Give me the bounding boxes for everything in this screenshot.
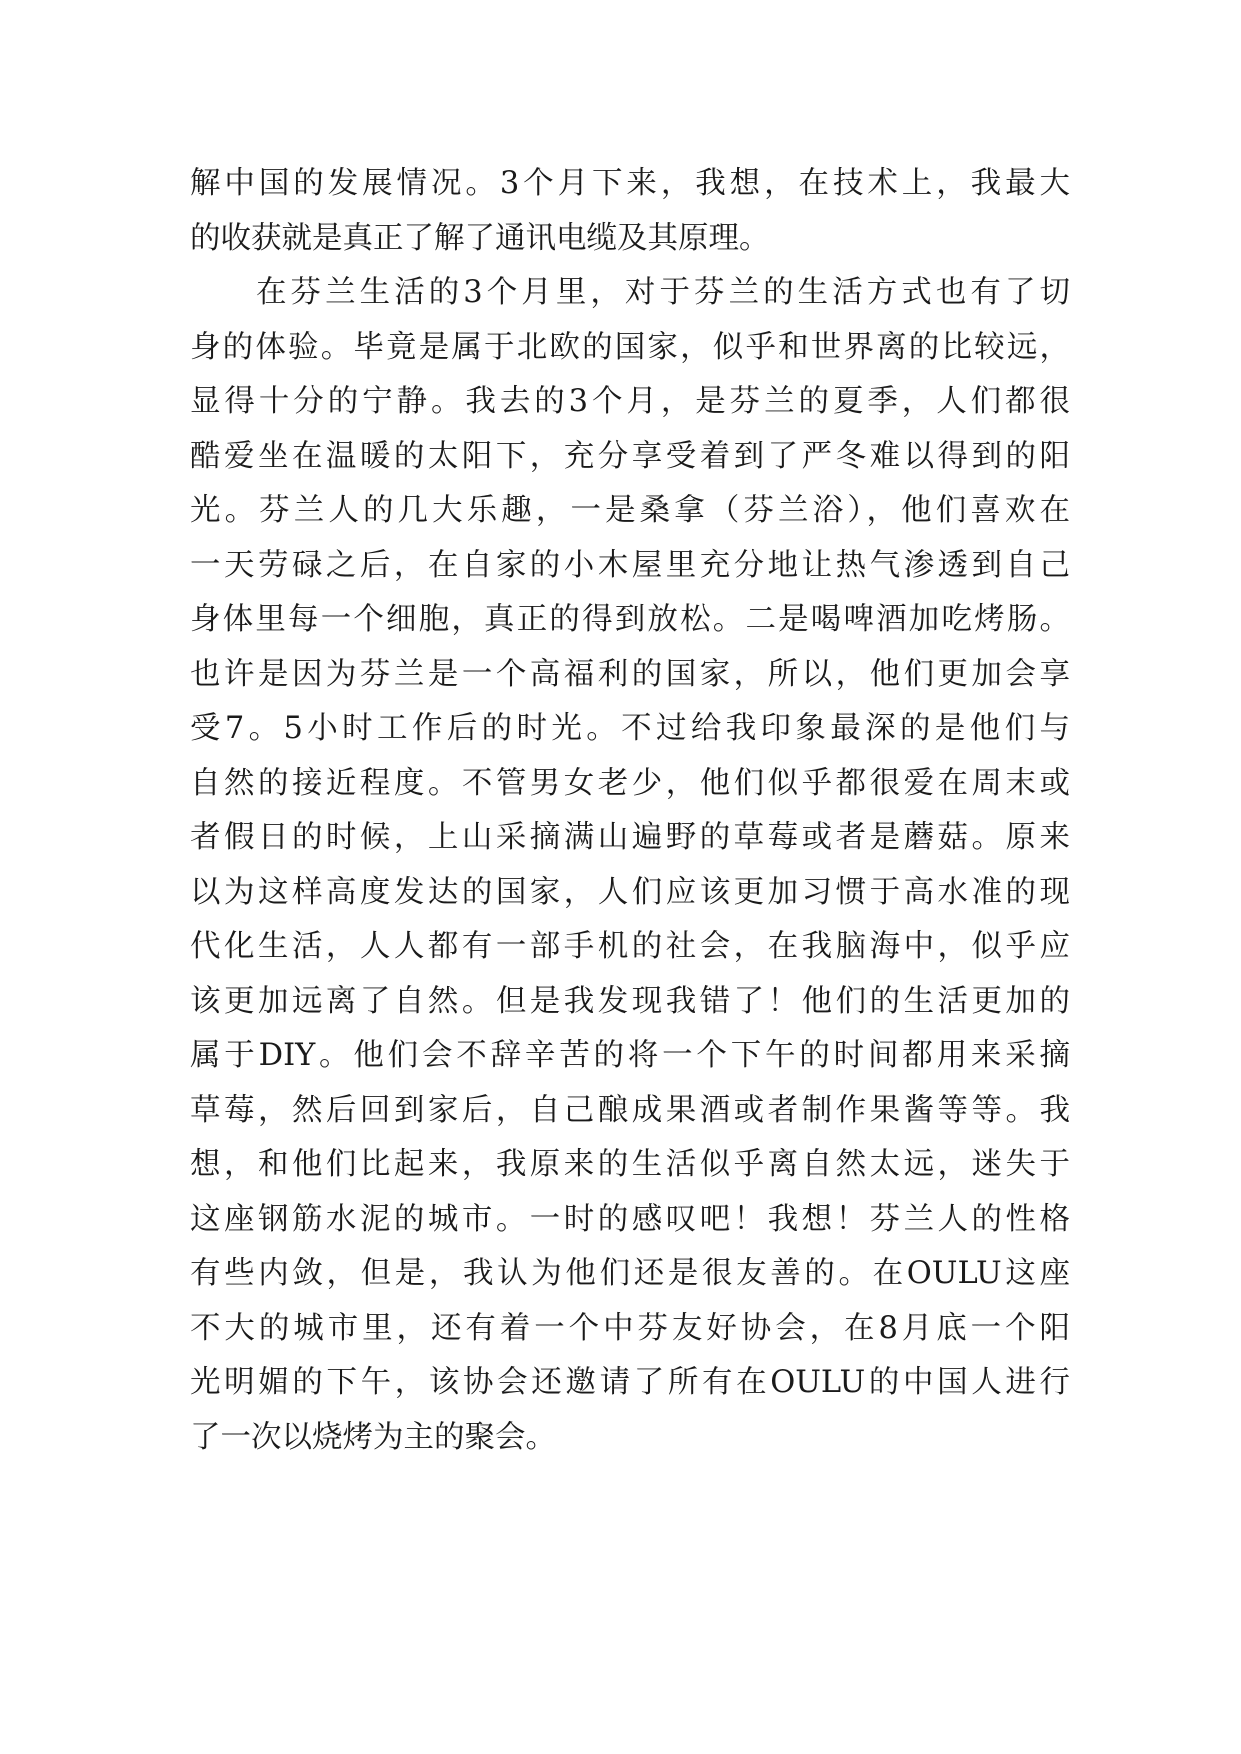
text-line: 解中国的发展情况。3个月下来，我想，在技术上，我最大 <box>190 166 1070 201</box>
text-line: 自然的接近程度。不管男女老少，他们似乎都很爱在周末或 <box>190 765 1070 801</box>
text-line: 显得十分的宁静。我去的3个月，是芬兰的夏季，人们都很 <box>190 384 1070 419</box>
text-line: 了一次以烧烤为主的聚会。 <box>190 1419 556 1455</box>
text-line: 身的体验。毕竟是属于北欧的国家，似乎和世界离的比较远， <box>190 329 1070 365</box>
text-line: 一天劳碌之后，在自家的小木屋里充分地让热气渗透到自己 <box>190 547 1070 583</box>
text-line: 受7。5小时工作后的时光。不过给我印象最深的是他们与 <box>190 711 1070 746</box>
text-line: 以为这样高度发达的国家，人们应该更加习惯于高水准的现 <box>190 874 1070 910</box>
text-line: 者假日的时候，上山采摘满山遍野的草莓或者是蘑菇。原来 <box>190 820 1070 855</box>
body-text <box>190 157 1070 1465</box>
text-line: 属于DIY。他们会不辞辛苦的将一个下午的时间都用来采摘 <box>190 1038 1070 1073</box>
text-line: 这座钢筋水泥的城市。一时的感叹吧！我想！芬兰人的性格 <box>190 1201 1070 1237</box>
paragraph-first-line: 在芬兰生活的3个月里，对于芬兰的生活方式也有了切 <box>256 275 1070 310</box>
text-line: 的收获就是真正了解了通讯电缆及其原理。 <box>190 220 770 256</box>
text-line: 代化生活，人人都有一部手机的社会，在我脑海中，似乎应 <box>190 929 1070 964</box>
text-line: 身体里每一个细胞，真正的得到放松。二是喝啤酒加吃烤肠。 <box>190 602 1070 637</box>
text-line: 该更加远离了自然。但是我发现我错了！他们的生活更加的 <box>190 983 1070 1019</box>
text-line: 光。芬兰人的几大乐趣，一是桑拿（芬兰浴），他们喜欢在 <box>190 493 1070 528</box>
text-line: 酷爱坐在温暖的太阳下，充分享受着到了严冬难以得到的阳 <box>190 438 1070 474</box>
text-line: 光明媚的下午，该协会还邀请了所有在OULU的中国人进行 <box>190 1365 1070 1400</box>
text-line: 想，和他们比起来，我原来的生活似乎离自然太远，迷失于 <box>190 1147 1070 1182</box>
text-line: 草莓，然后回到家后，自己酿成果酒或者制作果酱等等。我 <box>190 1092 1070 1128</box>
text-line: 不大的城市里，还有着一个中芬友好协会，在8月底一个阳 <box>190 1310 1070 1346</box>
text-line: 有些内敛，但是，我认为他们还是很友善的。在OULU这座 <box>190 1256 1070 1291</box>
text-line: 也许是因为芬兰是一个高福利的国家，所以，他们更加会享 <box>190 656 1070 692</box>
